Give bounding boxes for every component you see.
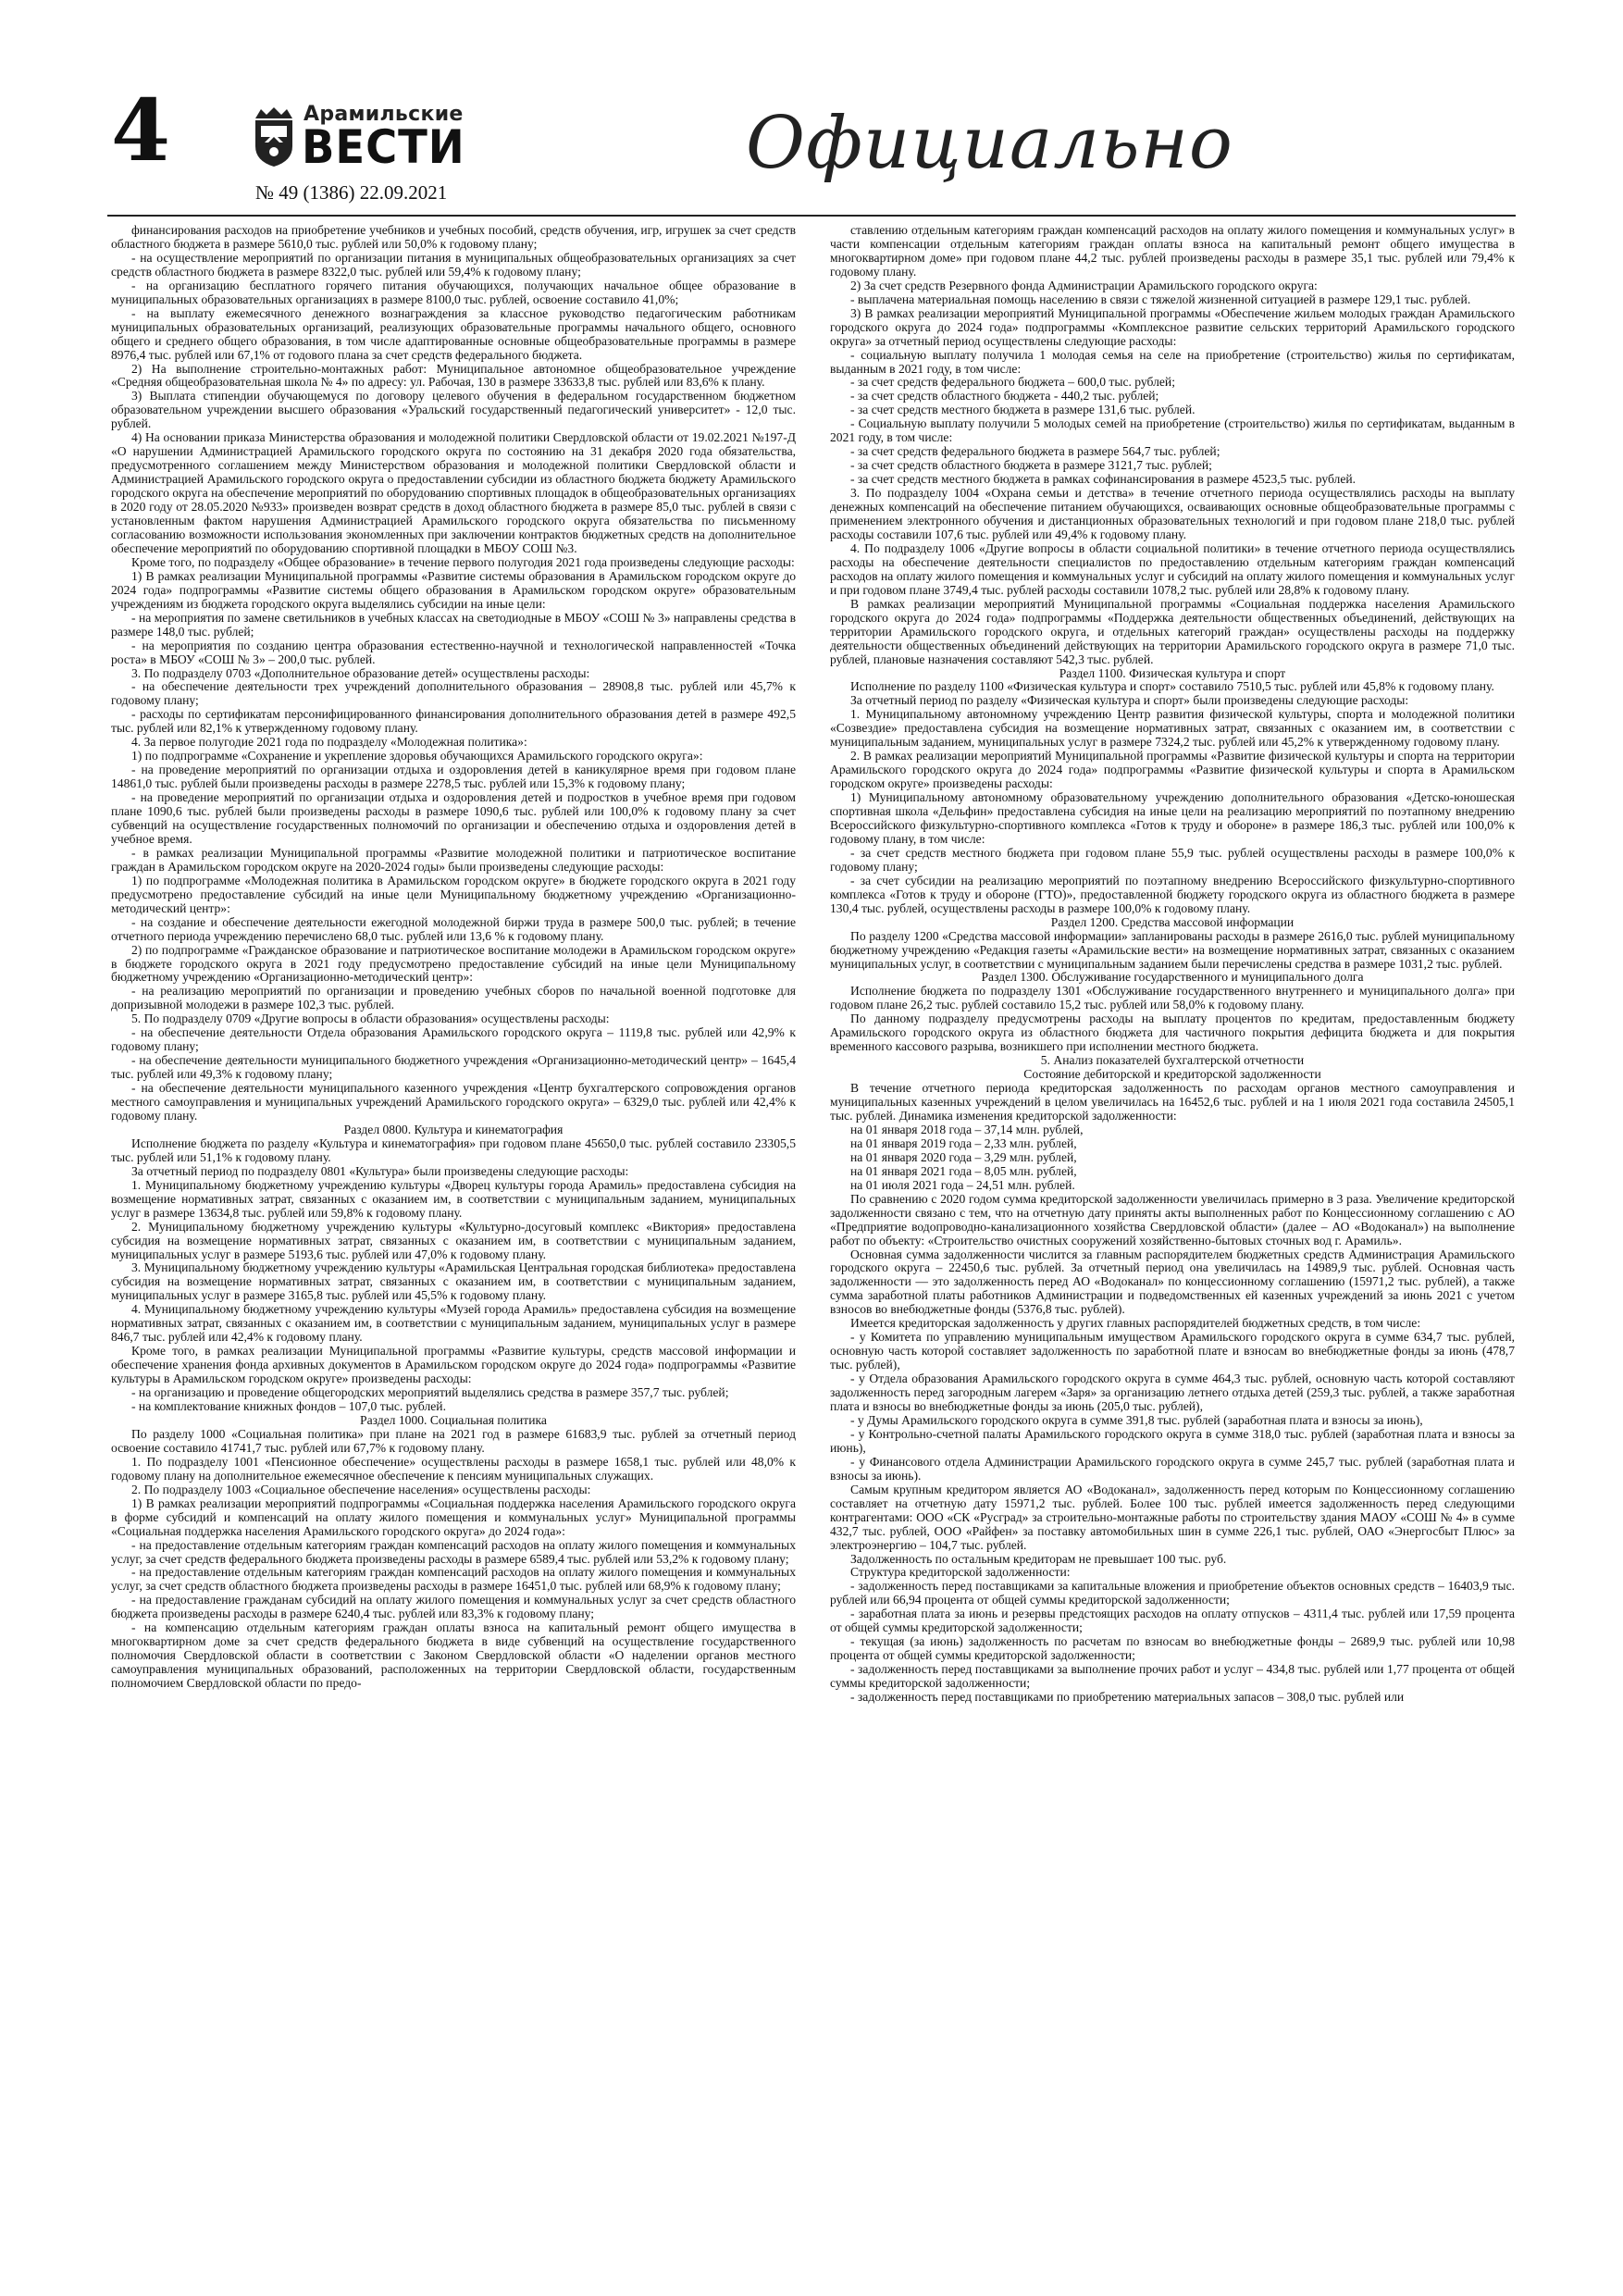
paragraph: - на проведение мероприятий по организации отдыха и оздоровления детей и подростков в учебное время при годовом плане 1090,6 тыс. рублей были произведены расходы в размере 1090,6 тыс. рублей или 100,0% к годовому плану за счет субвенций на осуществление государственных полномочий по организации и обеспечению отдыха и оздоровления детей в учебное время. (111, 790, 796, 846)
paragraph: 2) по подпрограмме «Гражданское образование и патриотическое воспитание молодежи в Арамильском городском округе» в бюджете городского округа в 2021 году предусмотрено предоставление субсидий на иные цели Муниципальному бюджетному учреждению «Организационно-методический центр»: (111, 942, 796, 985)
section-heading: 5. Анализ показателей бухгалтерской отчетности (1040, 1053, 1305, 1068)
paragraph: - на компенсацию отдельным категориям граждан оплаты взноса на капитальный ремонт общего имущества в многоквартирном доме за счет средств федерального бюджета в виде субвенций на осуществление государственного полномочия Свердловской области в соответствии с Законом Свердловской области «О наделении органов местного самоуправления муниципальных образований, расположенных на территории Свердловской области, государственным полномочием Свердловской области по предо- (111, 1620, 796, 1691)
paragraph: - у Отдела образования Арамильского городского округа в сумме 464,3 тыс. рублей, основную часть которой составляют задолженность перед загородным лагерем «Заря» за организацию летнего отдыха детей (259,3 тыс. рублей, а также заработная плата и взносы во внебюджетные фонды за июнь (205,0 тыс. рублей), (830, 1371, 1515, 1414)
paragraph: 2) На выполнение строительно-монтажных работ: Муниципальное автономное общеобразовательное учреждение «Средняя общеобразовательная школа № 4» по адресу: ул. Рабочая, 130 в размере 33633,8 тыс. рублей или 83,6% к плану. (111, 361, 796, 390)
paragraph: Основная сумма задолженности числится за главным распорядителем бюджетных средств Администрация Арамильского городского округа – 22450,6 тыс. рублей. За отчетный период она увеличилась на 14989,9 тыс. рублей. Основная часть задолженности — это задолженность перед АО «Водоканал» по концессионному соглашению (15971,2 тыс. рублей), а также сумма заработной платы работников Администрации и подведомственных ей казенных учреждений за июнь 2021 с учетом взносов во внебюджетные фонды (5376,8 тыс. рублей). (830, 1247, 1515, 1317)
paragraph: - у Контрольно-счетной палаты Арамильского городского округа в сумме 318,0 тыс. рублей (заработная плата и взносы за июнь), (830, 1426, 1515, 1455)
paragraph: Исполнение по разделу 1100 «Физическая культура и спорт» составило 7510,5 тыс. рублей или 45,8% к годовому плану. (850, 679, 1494, 694)
paragraph: За отчетный период по подразделу 0801 «Культура» были произведены следующие расходы: (131, 1163, 629, 1178)
paragraph: - за счет средств федерального бюджета – 600,0 тыс. рублей; (850, 375, 1175, 390)
logo-top-text: Арамильские (304, 103, 464, 126)
paragraph: - на предоставление отдельным категориям граждан компенсаций расходов на оплату жилого помещения и коммунальных услуг, за счет средств областного бюджета произведены расходы в размере 16451,0 тыс. рублей или 68,9% к годовому плану; (111, 1565, 796, 1594)
paragraph: - задолженность перед поставщиками за капитальные вложения и приобретение объектов основных средств – 16403,9 тыс. рублей или 66,94 процента от общей суммы кредиторской задолженности; (830, 1579, 1515, 1607)
paragraph: В течение отчетного периода кредиторская задолженность по расходам органов местного самоуправления и муниципальных казенных учреждений в целом увеличилась на 16452,6 тыс. рублей и на 1 июля 2021 года составила 24505,1 тыс. рублей. Динамика изменения кредиторской задолженности: (830, 1081, 1515, 1123)
paragraph: на 01 января 2020 года – 3,29 млн. рублей, (850, 1149, 1077, 1164)
paragraph: - на обеспечение деятельности муниципального казенного учреждения «Центр бухгалтерского сопровождения органов местного самоуправления и муниципальных учреждений Арамильского городского округа» – 6329,0 тыс. рублей или 42,4% к годовому плану. (111, 1081, 796, 1123)
paragraph: - на выплату ежемесячного денежного вознаграждения за классное руководство педагогическим работникам муниципальных образовательных организаций, реализующих образовательные программы начального общего, основного общего и среднего общего образования, в том числе адаптированные основные общеобразовательные программы в размере 8976,4 тыс. рублей или 67,1% от годового плана за счет средств федерального бюджета. (111, 305, 796, 362)
paragraph: Задолженность по остальным кредиторам не превышает 100 тыс. руб. (850, 1551, 1227, 1566)
paragraph: Кроме того, по подразделу «Общее образование» в течение первого полугодия 2021 года произведены следующие расходы: (131, 554, 795, 569)
paragraph: - на обеспечение деятельности трех учреждений дополнительного образования – 28908,8 тыс. рублей или 45,7% к годовому плану; (111, 679, 796, 708)
paragraph: - за счет средств областного бюджета в размере 3121,7 тыс. рублей; (850, 458, 1212, 473)
paragraph: 4. За первое полугодие 2021 года по подразделу «Молодежная политика»: (131, 735, 527, 750)
paragraph: - выплачена материальная помощь населению в связи с тяжелой жизненной ситуацией в размере 129,1 тыс. рублей. (850, 292, 1471, 306)
paragraph: Структура кредиторской задолженности: (850, 1565, 1071, 1580)
paragraph: Самым крупным кредитором является АО «Водоканал», задолженность перед которым по Концессионному соглашению составляет на отчетную дату 15971,2 тыс. рублей. Более 100 тыс. рублей имеется задолженность перед следующими контрагентами: ООО «СК «Русград» за строительно-монтажные работы по строительству здания МАОУ «СОШ № 4» в сумме 432,7 тыс. рублей, ООО «Райфен» за поставку автомобильных шин в сумме 226,1 тыс. рублей, ОАО «Энергосбыт Плюс» за электроэнергию – 104,7 тыс. рублей. (830, 1482, 1515, 1552)
paragraph: 5. По подразделу 0709 «Другие вопросы в области образования» осуществлены расходы: (131, 1011, 610, 1026)
paragraph: 3. По подразделу 0703 «Дополнительное образование детей» осуществлены расходы: (131, 665, 590, 680)
paragraph: 1) Муниципальному автономному образовательному учреждению дополнительного образования «Детско-юношеская спортивная школа «Дельфин» предоставлена субсидия на иные цели на реализацию мероприятий по поэтапному внедрению Всероссийского физкультурно-спортивного комплекса «Готов к труду и обороне» в размере 186,3 тыс. рублей или 100,0% к годовому плану, в том числе: (830, 790, 1515, 846)
paragraph: 1) В рамках реализации мероприятий подпрограммы «Социальная поддержка населения Арамильского городского округа в форме субсидий и компенсаций на оплату жилого помещения и коммунальных услуг» Муниципальной программы «Социальная поддержка населения Арамильского городского округа» до 2024 года»: (111, 1496, 796, 1538)
section-heading: Состояние дебиторской и кредиторской задолженности (1023, 1067, 1321, 1082)
paragraph: - на предоставление гражданам субсидий на оплату жилого помещения и коммунальных услуг за счет средств областного бюджета произведены расходы в размере 6240,4 тыс. рублей или 83,3% к годовому плану; (111, 1593, 796, 1621)
paragraph: - на реализацию мероприятий по организации и проведению учебных сборов по начальной военной подготовке для допризывной молодежи в размере 102,3 тыс. рублей. (111, 984, 796, 1012)
paragraph: 1) по подпрограмме «Сохранение и укрепление здоровья обучающихся Арамильского городского округа»: (131, 749, 703, 763)
paragraph: - в рамках реализации Муниципальной программы «Развитие молодежной политики и патриотическое воспитание граждан в Арамильском городском округе на 2020-2024 годы» были произведены следующие расходы: (111, 845, 796, 874)
paragraph: 4) На основании приказа Министерства образования и молодежной политики Свердловской области от 19.02.2021 №197-Д «О нарушении Администрацией Арамильского городского округа по состоянию на 31 декабря 2020 года обязательства, предусмотренного соглашением между Министерством образования и молодежной политики Свердловской области и Администрацией Арамильского городского округа о предоставлении субсидии из областного бюджета бюджету Арамильского городского округа на обеспечение мероприятий по оборудованию спортивных площадок в общеобразовательных организациях в 2020 году от 28.05.2020 №933» произведен возврат средств в доход областного бюджета в размере 85,0 тыс. рублей в связи с установленным фактом нарушения Администрацией Арамильского городского округа обязательства по письменному согласованию возможности использования экономленных при заключении контрактов бюджетных средств на дополнительное обеспечение мероприятий по оборудованию спортивной площадки в МБОУ СОШ №3. (111, 430, 796, 555)
issue-line: № 49 (1386) 22.09.2021 (255, 181, 448, 204)
paragraph: на 01 января 2018 года – 37,14 млн. рублей, (850, 1122, 1084, 1136)
paragraph: - на обеспечение деятельности Отдела образования Арамильского городского округа – 1119,8 тыс. рублей или 42,9% к годовому плану; (111, 1025, 796, 1054)
paragraph: на 01 января 2019 года – 2,33 млн. рублей, (850, 1136, 1077, 1150)
page-number: 4 (111, 81, 171, 180)
paragraph: 1) В рамках реализации Муниципальной программы «Развитие системы образования в Арамильском городском округе до 2024 года» подпрограммы «Развитие системы общего образования в Арамильском городском округе» образовательным учреждениям из бюджета городского округа выделялись субсидии на иные цели: (111, 568, 796, 611)
section-heading: Раздел 0800. Культура и кинематография (343, 1122, 564, 1136)
paragraph: - у Думы Арамильского городского округа в сумме 391,8 тыс. рублей (заработная плата и взносы за июнь), (850, 1412, 1423, 1427)
paragraph: - на мероприятия по созданию центра образования естественно-научной и технологической направленностей «Точка роста» в МБОУ «СОШ № 3» – 200,0 тыс. рублей. (111, 638, 796, 666)
paragraph: Имеется кредиторская задолженность у других главных распорядителей бюджетных средств, в том числе: (850, 1316, 1421, 1331)
paragraph: - за счет средств местного бюджета в рамках софинансирования в размере 4523,5 тыс. рублей. (850, 472, 1357, 487)
paragraph: - заработная плата за июнь и резервы предстоящих расходов на оплату отпусков – 4311,4 тыс. рублей или 17,59 процента от общей суммы кредиторской задолженности; (830, 1607, 1515, 1635)
paragraph: 3. Муниципальному бюджетному учреждению культуры «Арамильская Центральная городская библиотека» предоставлена субсидия на возмещение нормативных затрат, связанных с оказанием им, в соответствии с муниципальным заданием, муниципальных услуг в размере 3165,8 тыс. рублей или 45,5% к годовому плану. (111, 1260, 796, 1303)
paragraph: По данному подразделу предусмотрены расходы на выплату процентов по кредитам, предоставленным бюджету Арамильского городского округа из областного бюджета для частичного покрытия дефицита бюджета и для покрытия временного кассового разрыва, возникшего при исполнении местного бюджета. (830, 1011, 1515, 1054)
header-rule (107, 215, 1516, 217)
section-heading: Раздел 1300. Обслуживание государственного и муниципального долга (981, 970, 1364, 985)
logo-main-text: ВЕСТИ (302, 120, 465, 174)
paragraph: - задолженность перед поставщиками за выполнение прочих работ и услуг – 434,8 тыс. рублей или 1,77 процента от общей суммы кредиторской задолженности; (830, 1662, 1515, 1691)
section-heading: Раздел 1000. Социальная политика (360, 1412, 547, 1427)
page-header (0, 0, 1623, 222)
paragraph: - у Комитета по управлению муниципальным имуществом Арамильского городского округа в сумме 634,7 тыс. рублей, основную часть которой составляет задолженность по заработной плате и взносам во внебюджетные фонды за июнь (478,7 тыс. рублей), (830, 1330, 1515, 1372)
paragraph: - за счет средств местного бюджета в размере 131,6 тыс. рублей. (850, 403, 1196, 417)
paragraph: - за счет средств областного бюджета - 440,2 тыс. рублей; (850, 389, 1159, 403)
section-title: Официально (746, 102, 1233, 185)
paragraph: - на обеспечение деятельности муниципального бюджетного учреждения «Организационно-методический центр» – 1645,4 тыс. рублей или 49,3% к годовому плану; (111, 1053, 796, 1082)
right-column (830, 224, 1515, 2260)
newspaper-logo (252, 104, 474, 172)
paragraph: Исполнение бюджета по разделу «Культура и кинематография» при годовом плане 45650,0 тыс. рублей составило 23305,5 тыс. рублей или 51,1% к годовому плану. (111, 1136, 796, 1164)
left-column (111, 224, 796, 2260)
paragraph: 2. В рамках реализации мероприятий Муниципальной программы «Развитие физической культуры и спорта на территории Арамильского городского округа до 2024 года» подпрограммы «Развитие физической культуры и спорта в Арамильском городском округе» произведены расходы: (830, 749, 1515, 791)
paragraph: - за счет субсидии на реализацию мероприятий по поэтапному внедрению Всероссийского физкультурно-спортивного комплекса «Готов к труду и обороне (ГТО)», предоставленной бюджету городского округа из областного бюджета в размере 130,4 тыс. рублей, осуществлены расходы в размере 100,0% к годовому плану. (830, 873, 1515, 915)
paragraph: 2. По подразделу 1003 «Социальное обеспечение населения» осуществлены расходы: (131, 1482, 591, 1496)
paragraph: По сравнению с 2020 годом сумма кредиторской задолженности увеличилась примерно в 3 раза. Увеличение кредиторской задолженности связано с тем, что на отчетную дату приняты акты выполненных работ по Концессионному соглашению с АО «Предприятие водопроводно-канализационного хозяйства Свердловской области» (далее – АО «Водоканал») на выполнение работ по объекту: «Строительство очистных сооружений хозяйственно-бытовых сточных вод г. Арамиль». (830, 1191, 1515, 1247)
paragraph: За отчетный период по разделу «Физическая культура и спорт» были произведены следующие расходы: (850, 693, 1409, 708)
paragraph: Кроме того, в рамках реализации Муниципальной программы «Развитие культуры, средств массовой информации и обеспечение хранения фонда архивных документов в Арамильском городском округе до 2024 года» подпрограммы «Развитие культуры в Арамильском городском округе» произведены расходы: (111, 1344, 796, 1386)
paragraph: - на мероприятия по замене светильников в учебных классах на светодиодные в МБОУ «СОШ № 3» направлены средства в размере 148,0 тыс. рублей; (111, 610, 796, 639)
paragraph: - задолженность перед поставщиками по приобретению материальных запасов – 308,0 тыс. рублей или (850, 1690, 1405, 1705)
paragraph: - на создание и обеспечение деятельности ежегодной молодежной биржи труда в размере 500,0 тыс. рублей; в течение отчетного периода учреждению перечислено 68,0 тыс. рублей или 13,6 % к годовому плану. (111, 914, 796, 943)
paragraph: 3. По подразделу 1004 «Охрана семьи и детства» в течение отчетного периода осуществлялись расходы на выплату денежных компенсаций на обеспечение питанием обучающихся, осваивающих основные общеобразовательные программы с применением электронного обучения и дистанционных образовательных технологий и при годовом плане 218,0 тыс. рублей расходы составили 107,6 тыс. рублей или 49,4% к годовому плану. (830, 486, 1515, 541)
paragraph: 3) Выплата стипендии обучающемуся по договору целевого обучения в федеральном государственном бюджетном образовательном учреждении высшего образования «Уральский государственный педагогический университет» - 12,0 тыс. рублей. (111, 389, 796, 431)
paragraph: на 01 января 2021 года – 8,05 млн. рублей, (850, 1163, 1077, 1178)
paragraph: на 01 июля 2021 года – 24,51 млн. рублей. (850, 1177, 1075, 1192)
paragraph: - на проведение мероприятий по организации отдыха и оздоровления детей в каникулярное время при годовом плане 14861,0 тыс. рублей были произведены расходы в размере 2278,5 тыс. рублей или 15,3% к годовому плану; (111, 763, 796, 791)
section-heading: Раздел 1200. Средства массовой информации (1050, 914, 1295, 929)
paragraph: ставлению отдельным категориям граждан компенсаций расходов на оплату жилого помещения и коммунальных услуг» в части компенсации отдельным категориям граждан оплаты взноса на капитальный ремонт общего имущества в многоквартирном доме» при годовом плане 44,2 тыс. рублей произведены расходы в размере 35,1 тыс. рублей или 79,4% к годовому плану. (830, 224, 1515, 279)
paragraph: - Социальную выплату получили 5 молодых семей на приобретение (строительство) жилья по сертификатам, выданным в 2021 году, в том числе: (830, 416, 1515, 445)
paragraph: 4. Муниципальному бюджетному учреждению культуры «Музей города Арамиль» предоставлена субсидия на возмещение нормативных затрат, связанных с оказанием им, в соответствии с муниципальным заданием, муниципальных услуг в размере 846,7 тыс. рублей или 42,4% к годовому плану. (111, 1302, 796, 1345)
paragraph: финансирования расходов на приобретение учебников и учебных пособий, средств обучения, игр, игрушек за счет средств областного бюджета в размере 5610,0 тыс. рублей или 50,0% к годовому плану; (111, 224, 796, 251)
paragraph: - на предоставление отдельным категориям граждан компенсаций расходов на оплату жилого помещения и коммунальных услуг, за счет средств федерального бюджета произведены расходы в размере 6589,4 тыс. рублей или 53,2% к годовому плану; (111, 1537, 796, 1566)
paragraph: В рамках реализации мероприятий Муниципальной программы «Социальная поддержка населения Арамильского городского округа до 2024 года» подпрограммы «Поддержка деятельности общественных объединений, действующих на территории Арамильского городского округа, и отдельных категорий граждан» осуществлены расходы на поддержку деятельности общественных объединений действующих на территории Арамильского городского округа в размере 71,0 тыс. рублей, плановые назначения составляют 542,3 тыс. рублей. (830, 596, 1515, 666)
paragraph: По разделу 1000 «Социальная политика» при плане на 2021 год в размере 61683,9 тыс. рублей за отчетный период освоение составило 41741,7 тыс. рублей или 67,7% к годовому плану. (111, 1426, 796, 1455)
paragraph: - за счет средств местного бюджета при годовом плане 55,9 тыс. рублей осуществлены расходы в размере 100,0% к годовому плану; (830, 845, 1515, 874)
paragraph: 4. По подразделу 1006 «Другие вопросы в области социальной политики» в течение отчетного периода осуществлялись расходы на обеспечение деятельности специалистов по предоставлению отдельным категориям граждан компенсаций расходов на оплату жилого помещения и коммунальных услуг и субсидий на оплату жилого помещения и коммунальных услуг и при годовом плане 3749,4 тыс. рублей расходы составили 1078,2 тыс. рублей или 28,8% к годовому плану. (830, 540, 1515, 597)
paragraph: - на комплектование книжных фондов – 107,0 тыс. рублей. (131, 1399, 446, 1414)
paragraph: - на организацию и проведение общегородских мероприятий выделялись средства в размере 357,7 тыс. рублей; (131, 1385, 729, 1400)
paragraph: 1. По подразделу 1001 «Пенсионное обеспечение» осуществлены расходы в размере 1658,1 тыс. рублей или 48,0% к годовому плану на дополнительное ежемесячное обеспечение к пенсиям муниципальных служащих. (111, 1454, 796, 1483)
paragraph: - социальную выплату получила 1 молодая семья на селе на приобретение (строительство) жилья по сертификатам, выданным в 2021 году, в том числе: (830, 347, 1515, 376)
paragraph: 3) В рамках реализации мероприятий Муниципальной программы «Обеспечение жильем молодых граждан Арамильского городского округа до 2024 года» подпрограммы «Комплексное развитие сельских территорий Арамильского городского округа» за отчетный период осуществлены следующие расходы: (830, 305, 1515, 348)
coat-of-arms-icon (252, 105, 296, 168)
paragraph: - текущая (за июнь) задолженность по расчетам по взносам во внебюджетные фонды – 2689,9 тыс. рублей или 10,98 процента от общей суммы кредиторской задолженности; (830, 1634, 1515, 1663)
paragraph: 2) За счет средств Резервного фонда Администрации Арамильского городского округа: (850, 278, 1318, 292)
paragraph: - за счет средств федерального бюджета в размере 564,7 тыс. рублей; (850, 444, 1220, 459)
paragraph: - на организацию бесплатного горячего питания обучающихся, получающих начальное общее образование в муниципальных образовательных организациях в размере 8100,0 тыс. рублей, освоение составило 41,0%; (111, 278, 796, 306)
paragraph: - у Финансового отдела Администрации Арамильского городского округа в сумме 245,7 тыс. рублей (заработная плата и взносы за июнь). (830, 1454, 1515, 1483)
paragraph: По разделу 1200 «Средства массовой информации» запланированы расходы в размере 2616,0 тыс. рублей муниципальному бюджетному учреждению «Редакция газеты «Арамильские вести» на возмещение нормативных затрат, связанных с оказанием муниципальных услуг, в соответствии с муниципальным заданием были перечислены средства в размере 1031,2 тыс. рублей. (830, 928, 1515, 971)
paragraph: - на осуществление мероприятий по организации питания в муниципальных общеобразовательных организациях за счет средств областного бюджета в размере 8322,0 тыс. рублей или 59,4% к годовому плану; (111, 250, 796, 279)
paragraph: 1. Муниципальному бюджетному учреждению культуры «Дворец культуры города Арамиль» предоставлена субсидия на возмещение нормативных затрат, связанных с оказанием им, в соответствии с муниципальным заданием, муниципальных услуг в размере 13634,8 тыс. рублей или 59,8% к годовому плану. (111, 1177, 796, 1220)
paragraph: - расходы по сертификатам персонифицированного финансирования дополнительного образования детей в размере 492,5 тыс. рублей или 82,1% к утвержденному годовому плану. (111, 707, 796, 736)
paragraph: Исполнение бюджета по подразделу 1301 «Обслуживание государственного внутреннего и муниципального долга» при годовом плане 26,2 тыс. рублей составило 15,2 тыс. рублей или 58,0% к годовому плану. (830, 984, 1515, 1012)
section-heading: Раздел 1100. Физическая культура и спорт (1059, 665, 1286, 680)
paragraph: 1) по подпрограмме «Молодежная политика в Арамильском городском округе» в бюджете городского округа в 2021 году предусмотрено предоставление субсидий на иные цели Муниципальному бюджетному учреждению «Организационно-методический центр»: (111, 873, 796, 915)
paragraph: 1. Муниципальному автономному учреждению Центр развития физической культуры, спорта и молодежной политики «Созвездие» предоставлена субсидия на возмещение нормативных затрат, связанных с оказанием им, в соответствии с муниципальным заданием, муниципальных услуг в размере 7324,2 тыс. рублей или 45,2% к утвержденному годовому плану. (830, 707, 1515, 750)
paragraph: 2. Муниципальному бюджетному учреждению культуры «Культурно-досуговый комплекс «Виктория» предоставлена субсидия на возмещение нормативных затрат, связанных с оказанием им, в соответствии с муниципальным заданием, муниципальных услуг в размере 5193,6 тыс. рублей или 47,0% к годовому плану. (111, 1219, 796, 1261)
